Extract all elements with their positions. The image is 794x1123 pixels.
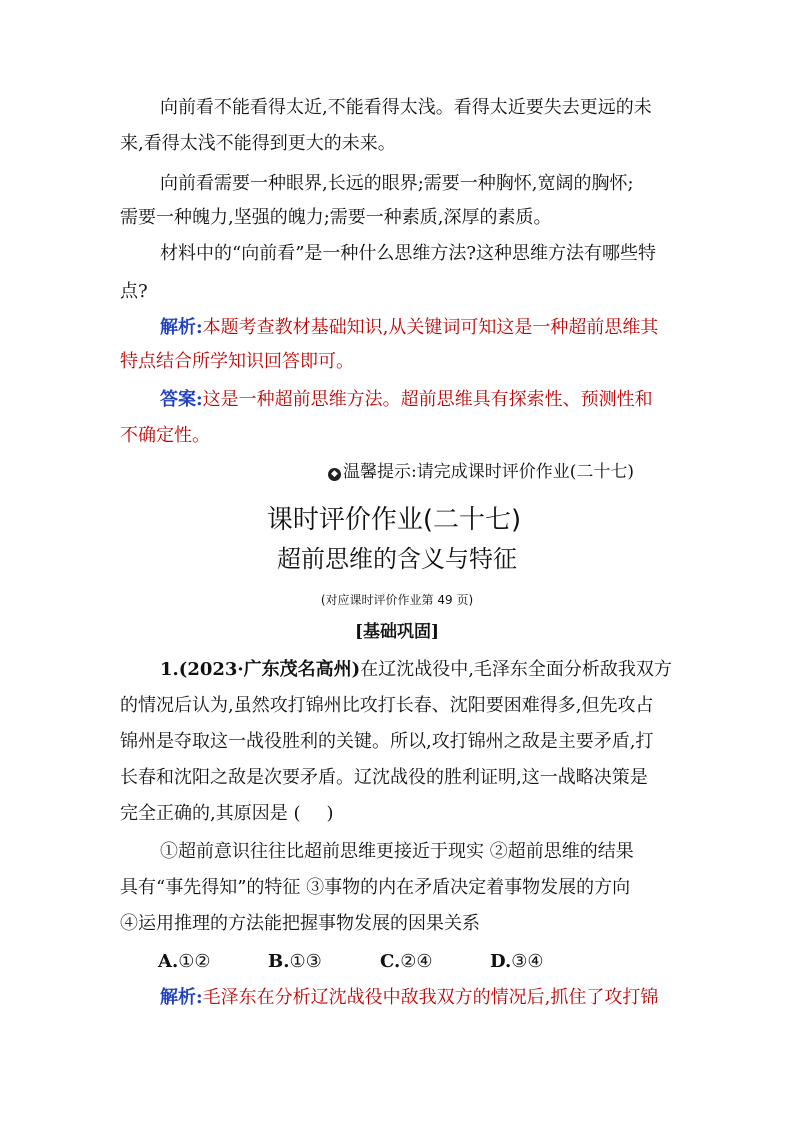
choice-c[interactable] [380, 950, 433, 974]
choice-b-value: ①③ [289, 951, 322, 972]
analysis-line2: 特点结合所学知识回答即可。 [120, 351, 354, 372]
choice-b[interactable] [268, 950, 322, 974]
answer-paren-close: ) [326, 803, 334, 824]
choice-c-value: ②④ [400, 951, 433, 972]
q1-text-1: 在辽沈战役中,毛泽东全面分析敌我双方 [360, 659, 672, 680]
question-line1: 材料中的“向前看”是一种什么思维方法?这种思维方法有哪些特 [160, 243, 657, 264]
answer-label: 答案: [160, 389, 203, 410]
answer-line2: 不确定性。 [120, 425, 210, 446]
choice-c-letter: C. [380, 951, 401, 972]
choice-d-value: ③④ [511, 951, 544, 972]
section-heading: [基础巩固] [354, 622, 440, 642]
material-p1-line1: 向前看不能看得太近,不能看得太浅。看得太近要失去更远的未 [160, 97, 652, 118]
q1-text-5: 完全正确的,其原因是 [120, 803, 288, 824]
question-line2: 点? [120, 281, 148, 302]
choice-a-value: ①② [178, 951, 211, 972]
tip-line[interactable] [328, 460, 634, 484]
q1-line5 [120, 802, 334, 826]
choice-a-letter: A. [158, 951, 179, 972]
q1-options-line1: ①超前意识往往比超前思维更接近于现实 ②超前思维的结果 [160, 841, 634, 862]
q1-source: (2023·广东茂名高州) [178, 659, 361, 680]
q1-options-line2: 具有“事先得知”的特征 ③事物的内在矛盾决定着事物发展的方向 [120, 877, 631, 898]
q1-line1 [160, 658, 672, 682]
q1-line3: 锦州是夺取这一战役胜利的关键。所以,攻打锦州之敌是主要矛盾,打 [120, 731, 654, 752]
q1-line4: 长春和沈阳之敌是次要矛盾。辽沈战役的胜利证明,这一战略决策是 [120, 767, 648, 788]
homework-subtitle: 超前思维的含义与特征 [277, 545, 517, 573]
material-p2-line1: 向前看需要一种眼界,长远的眼界;需要一种胸怀,宽阔的胸怀; [160, 173, 634, 194]
info-icon: ◆ [328, 468, 341, 481]
homework-title: 课时评价作业(二十七) [266, 505, 522, 535]
answer-text-1: 这是一种超前思维方法。超前思维具有探索性、预测性和 [202, 389, 653, 410]
answer-line1 [160, 388, 653, 412]
material-p2-line2: 需要一种魄力,坚强的魄力;需要一种素质,深厚的素质。 [120, 207, 552, 228]
analysis-label: 解析: [160, 317, 203, 338]
choice-d-letter: D. [490, 951, 512, 972]
q1-analysis-text: 毛泽东在分析辽沈战役中敌我双方的情况后,抓住了攻打锦 [202, 987, 659, 1008]
q1-options-line3: ④运用推理的方法能把握事物发展的因果关系 [120, 913, 480, 934]
analysis-text-1: 本题考查教材基础知识,从关键词可知这是一种超前思维其 [202, 317, 659, 338]
answer-paren-open: ( [293, 803, 301, 824]
choice-b-letter: B. [268, 951, 290, 972]
choice-d[interactable] [490, 950, 544, 974]
analysis-line1 [160, 316, 658, 340]
material-p1-line2: 来,看得太浅不能得到更大的未来。 [120, 133, 396, 154]
choice-a[interactable] [158, 950, 211, 974]
q1-analysis-line1 [160, 986, 658, 1010]
q1-analysis-label: 解析: [160, 987, 203, 1008]
q1-number: 1. [160, 659, 179, 680]
q1-line2: 的情况后认为,虽然攻打锦州比攻打长春、沈阳要困难得多,但先攻占 [120, 695, 654, 716]
tip-text[interactable]: 温馨提示:请完成课时评价作业(二十七) [343, 462, 634, 482]
page-reference: (对应课时评价作业第 49 页) [320, 593, 474, 607]
